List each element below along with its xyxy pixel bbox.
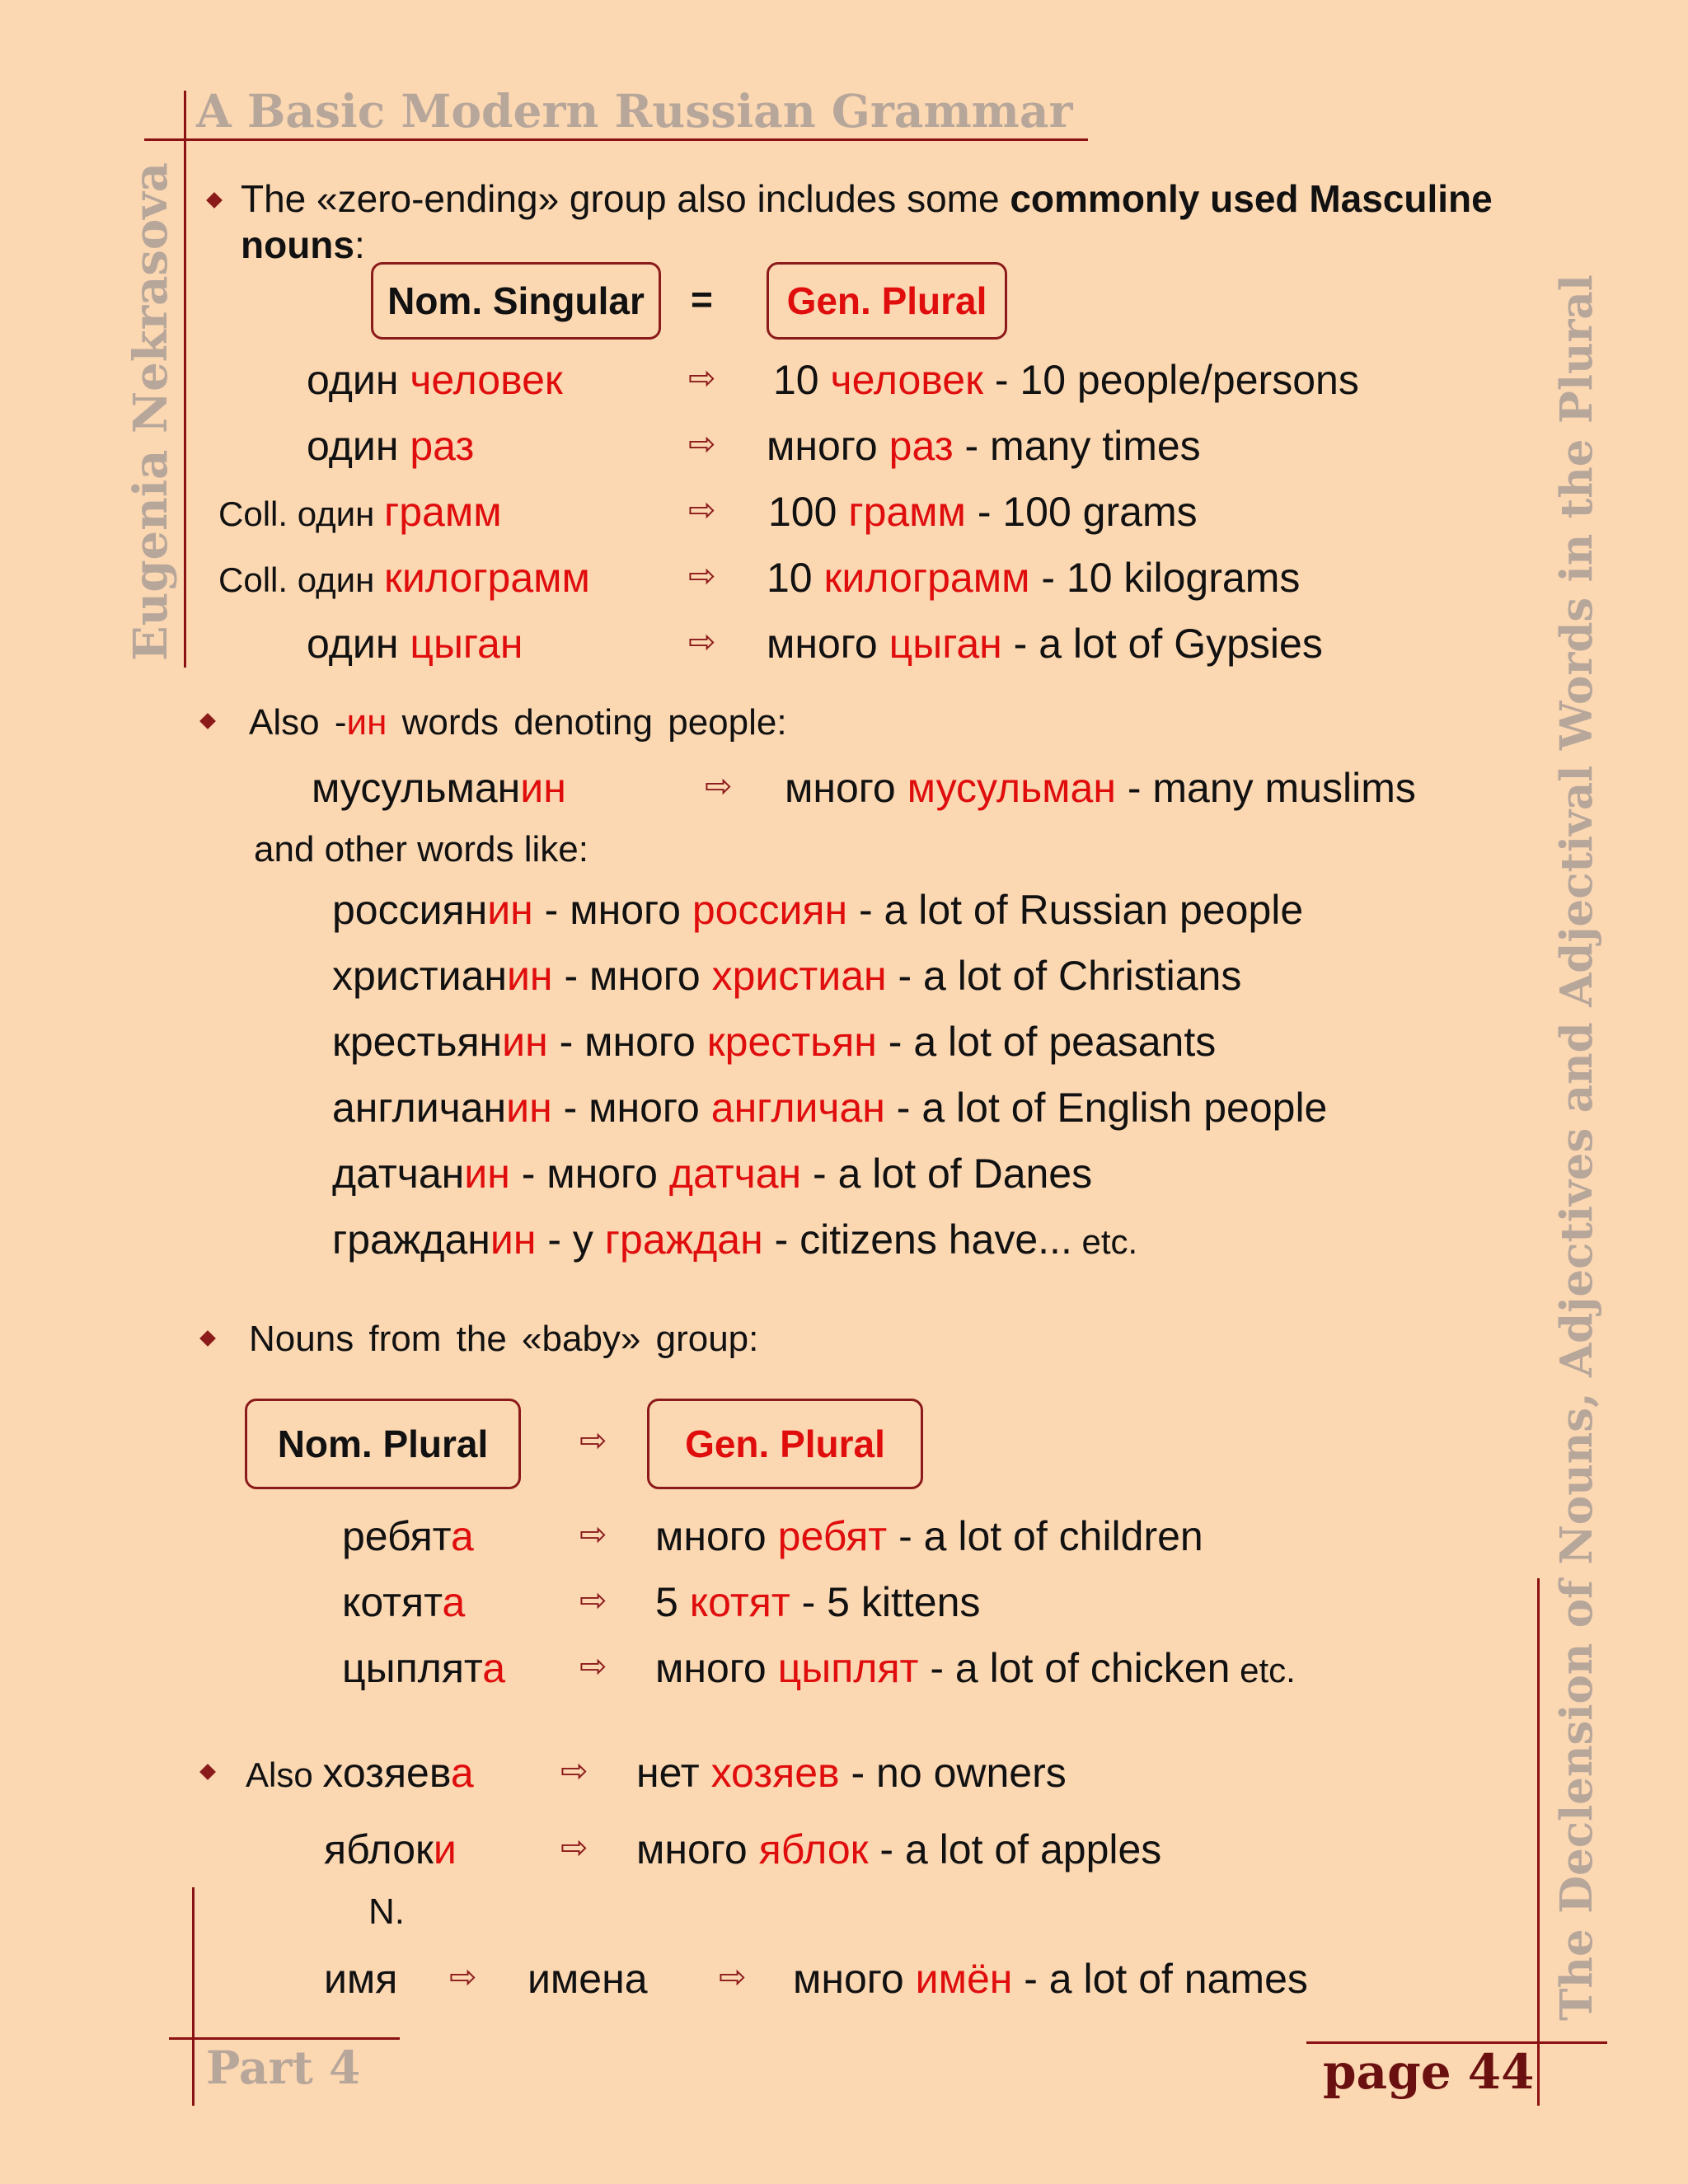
nominative-label: N.	[368, 1891, 405, 1932]
row-imya-word: имя	[324, 1956, 398, 2002]
row-imya-plural: имена	[528, 1956, 648, 2002]
section2-intro: Also -ин words denoting people:	[249, 702, 787, 743]
row-yabloki-left: яблоки	[324, 1826, 457, 1872]
other-words-label: and other words like:	[254, 829, 588, 869]
arrow-icon: ⇨	[688, 360, 716, 396]
nom-plural-box: Nom. Plural	[245, 1399, 521, 1489]
row-kotyata-right: 5 котят - 5 kittens	[655, 1579, 981, 1625]
row-tsyplyata-right: много цыплят - a lot of chicken etc.	[655, 1645, 1296, 1691]
header-underline-rule	[144, 138, 1088, 141]
row-raz-left: один раз	[307, 423, 475, 469]
top-left-vertical-rule	[184, 91, 186, 668]
row-kilogramm-left: Coll. один килограмм	[218, 555, 590, 601]
row-khozyaeva-left: Also хозяева	[246, 1750, 474, 1796]
list-item: датчанин - много датчан - a lot of Danes	[332, 1151, 1093, 1197]
arrow-icon: ⇨	[579, 1648, 607, 1685]
arrow-icon: ⇨	[579, 1422, 607, 1459]
row-chelovek-right: 10 человек - 10 people/persons	[773, 357, 1359, 403]
row-tsygan-left: один цыган	[307, 621, 523, 667]
arrow-icon: ⇨	[688, 426, 716, 462]
arrow-icon: ⇨	[449, 1959, 477, 1995]
bullet-icon	[199, 1330, 216, 1347]
row-musulmanin-right: много мусульман - many muslims	[785, 765, 1416, 811]
arrow-icon: ⇨	[688, 624, 716, 660]
list-item: гражданин - у граждан - citizens have... etc.	[332, 1216, 1138, 1263]
row-kotyata-left: котята	[342, 1579, 466, 1625]
row-tsygan-right: много цыган - a lot of Gypsies	[767, 621, 1323, 667]
bottom-left-vertical-rule	[192, 1887, 195, 2106]
section1-intro-line2: nouns:	[241, 223, 365, 266]
section1-intro: The «zero-ending» group also includes some commonly used Masculine	[241, 177, 1493, 220]
row-rebyata-left: ребята	[342, 1513, 474, 1559]
section3-intro: Nouns from the «baby» group:	[249, 1319, 759, 1359]
list-item: крестьянин - много крестьян - a lot of peasants	[332, 1019, 1217, 1065]
bullet-icon	[206, 192, 223, 209]
book-title: A Basic Modern Russian Grammar	[196, 84, 1073, 138]
chapter-vertical-text: The Declension of Nouns, Adjectives and Adjectival Words in the Plural	[1551, 274, 1602, 2021]
bottom-left-horizontal-rule	[169, 2037, 400, 2040]
author-vertical-text: Eugenia Nekrasova	[124, 162, 178, 661]
list-item: россиянин - много россиян - a lot of Russian people	[332, 887, 1304, 933]
bottom-right-vertical-rule	[1537, 1578, 1540, 2106]
gen-plural-box: Gen. Plural	[767, 262, 1007, 340]
gen-plural-box: Gen. Plural	[647, 1399, 923, 1489]
arrow-icon: ⇨	[579, 1516, 607, 1553]
row-tsyplyata-left: цыплята	[342, 1645, 506, 1691]
part-label: Part 4	[206, 2041, 361, 2094]
arrow-icon: ⇨	[560, 1830, 588, 1866]
arrow-icon: ⇨	[705, 768, 733, 804]
list-item: англичанин - много англичан - a lot of English people	[332, 1085, 1328, 1131]
row-yabloki-right: много яблок - a lot of apples	[636, 1826, 1162, 1872]
row-gramm-left: Coll. один грамм	[218, 489, 502, 535]
row-musulmanin-left: мусульманин	[312, 765, 566, 811]
arrow-icon: ⇨	[719, 1959, 747, 1995]
nom-singular-box: Nom. Singular	[371, 262, 661, 340]
row-imya-right: много имён - a lot of names	[793, 1956, 1308, 2002]
row-rebyata-right: много ребят - a lot of children	[655, 1513, 1203, 1559]
bullet-icon	[199, 1764, 216, 1780]
page-number: page 44	[1323, 2044, 1535, 2100]
row-chelovek-left: один человек	[307, 357, 563, 403]
bullet-icon	[199, 713, 216, 729]
list-item: христианин - много христиан - a lot of Christians	[332, 953, 1242, 999]
row-kilogramm-right: 10 килограмм - 10 kilograms	[767, 555, 1301, 601]
arrow-icon: ⇨	[688, 558, 716, 594]
equals-sign: =	[691, 278, 713, 321]
arrow-icon: ⇨	[560, 1753, 588, 1789]
arrow-icon: ⇨	[688, 492, 716, 528]
row-raz-right: много раз - many times	[767, 423, 1201, 469]
row-khozyaeva-right: нет хозяев - no owners	[636, 1750, 1067, 1796]
arrow-icon: ⇨	[579, 1582, 607, 1619]
row-gramm-right: 100 грамм - 100 grams	[768, 489, 1198, 535]
